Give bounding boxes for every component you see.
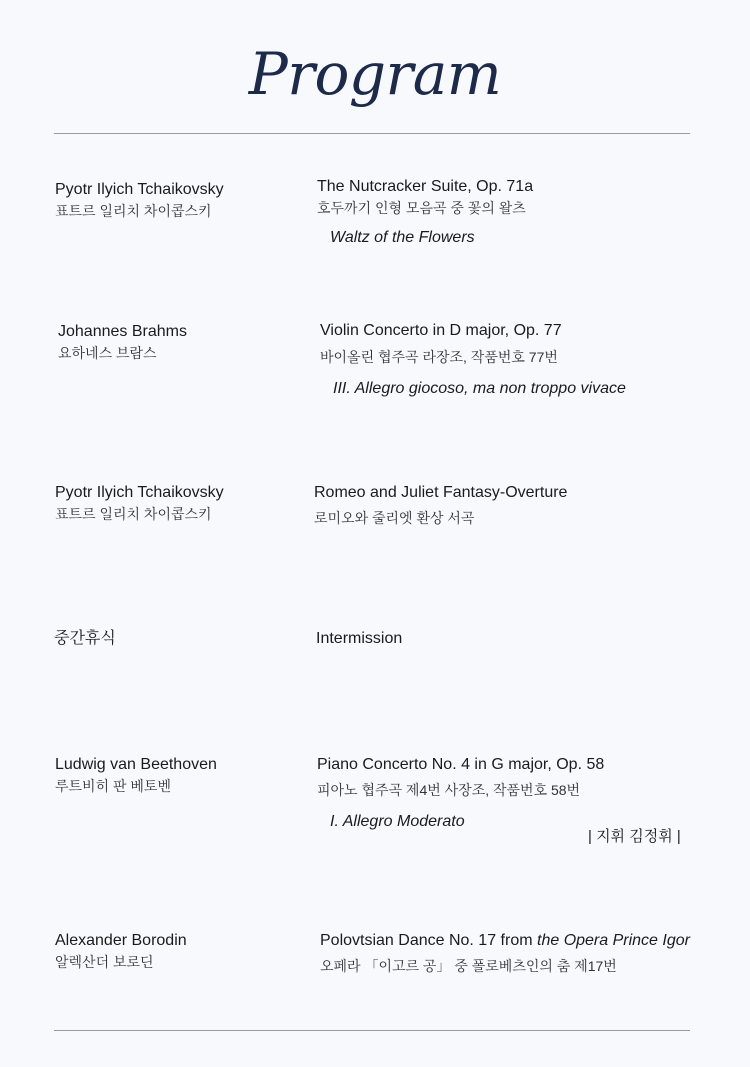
- work-title-en: Violin Concerto in D major, Op. 77: [320, 322, 562, 339]
- composer-name-ko: 알렉산더 보로딘: [55, 954, 154, 970]
- work-title-ko: 호두까기 인형 모음곡 중 꽃의 왈츠: [317, 200, 526, 216]
- program-work: [320, 931, 690, 976]
- work-title-ko: 로미오와 줄리엣 환상 서곡: [314, 510, 475, 526]
- work-title-ko: 피아노 협주곡 제4번 사장조, 작품번호 58번: [317, 782, 581, 798]
- work-title-ko: 오페라 「이고르 공」 중 폴로베츠인의 춤 제17번: [320, 958, 617, 974]
- page-title: Program: [248, 40, 502, 108]
- conductor-credit: | 지휘 김정휘 |: [588, 828, 681, 845]
- program-composer: [55, 931, 187, 972]
- program-work: [320, 321, 626, 399]
- program-work: [317, 177, 533, 248]
- work-movement: III. Allegro giocoso, ma non troppo vivace: [333, 380, 626, 397]
- composer-name-en: Pyotr Ilyich Tchaikovsky: [55, 181, 224, 198]
- composer-name-ko: 표트르 일리치 차이콥스키: [55, 506, 212, 522]
- intermission-en: Intermission: [316, 630, 403, 647]
- program-work: [316, 629, 402, 649]
- program-composer: [55, 180, 224, 221]
- work-title-en: The Nutcracker Suite, Op. 71a: [317, 178, 534, 195]
- program-composer: [55, 483, 224, 524]
- program-work: [317, 755, 604, 832]
- composer-name-en: Pyotr Ilyich Tchaikovsky: [55, 484, 224, 501]
- program-composer: [54, 629, 116, 649]
- work-title-en: Piano Concerto No. 4 in G major, Op. 58: [317, 756, 605, 773]
- work-title-en: Romeo and Juliet Fantasy-Overture: [314, 484, 568, 501]
- composer-name-en: Ludwig van Beethoven: [55, 756, 217, 773]
- composer-name-ko: 표트르 일리치 차이콥스키: [55, 203, 212, 219]
- work-movement: I. Allegro Moderato: [330, 813, 465, 830]
- top-divider: [54, 133, 690, 134]
- work-title-en: [320, 931, 690, 951]
- work-movement: Waltz of the Flowers: [330, 229, 475, 246]
- program-composer: [55, 755, 217, 796]
- program-work: [314, 483, 567, 528]
- composer-name-en: Johannes Brahms: [58, 323, 187, 340]
- bottom-divider: [54, 1030, 690, 1031]
- work-title-ko: 바이올린 협주곡 라장조, 작품번호 77번: [320, 349, 558, 365]
- program-composer: [58, 322, 187, 363]
- composer-name-en: Alexander Borodin: [55, 932, 187, 949]
- intermission-ko: 중간휴식: [54, 630, 116, 647]
- composer-name-ko: 루트비히 판 베토벤: [55, 778, 171, 794]
- work-title-en-italic: the Opera Prince Igor: [537, 932, 690, 949]
- composer-name-ko: 요하네스 브람스: [58, 345, 157, 361]
- work-title-en-plain: Polovtsian Dance No. 17 from: [320, 932, 533, 949]
